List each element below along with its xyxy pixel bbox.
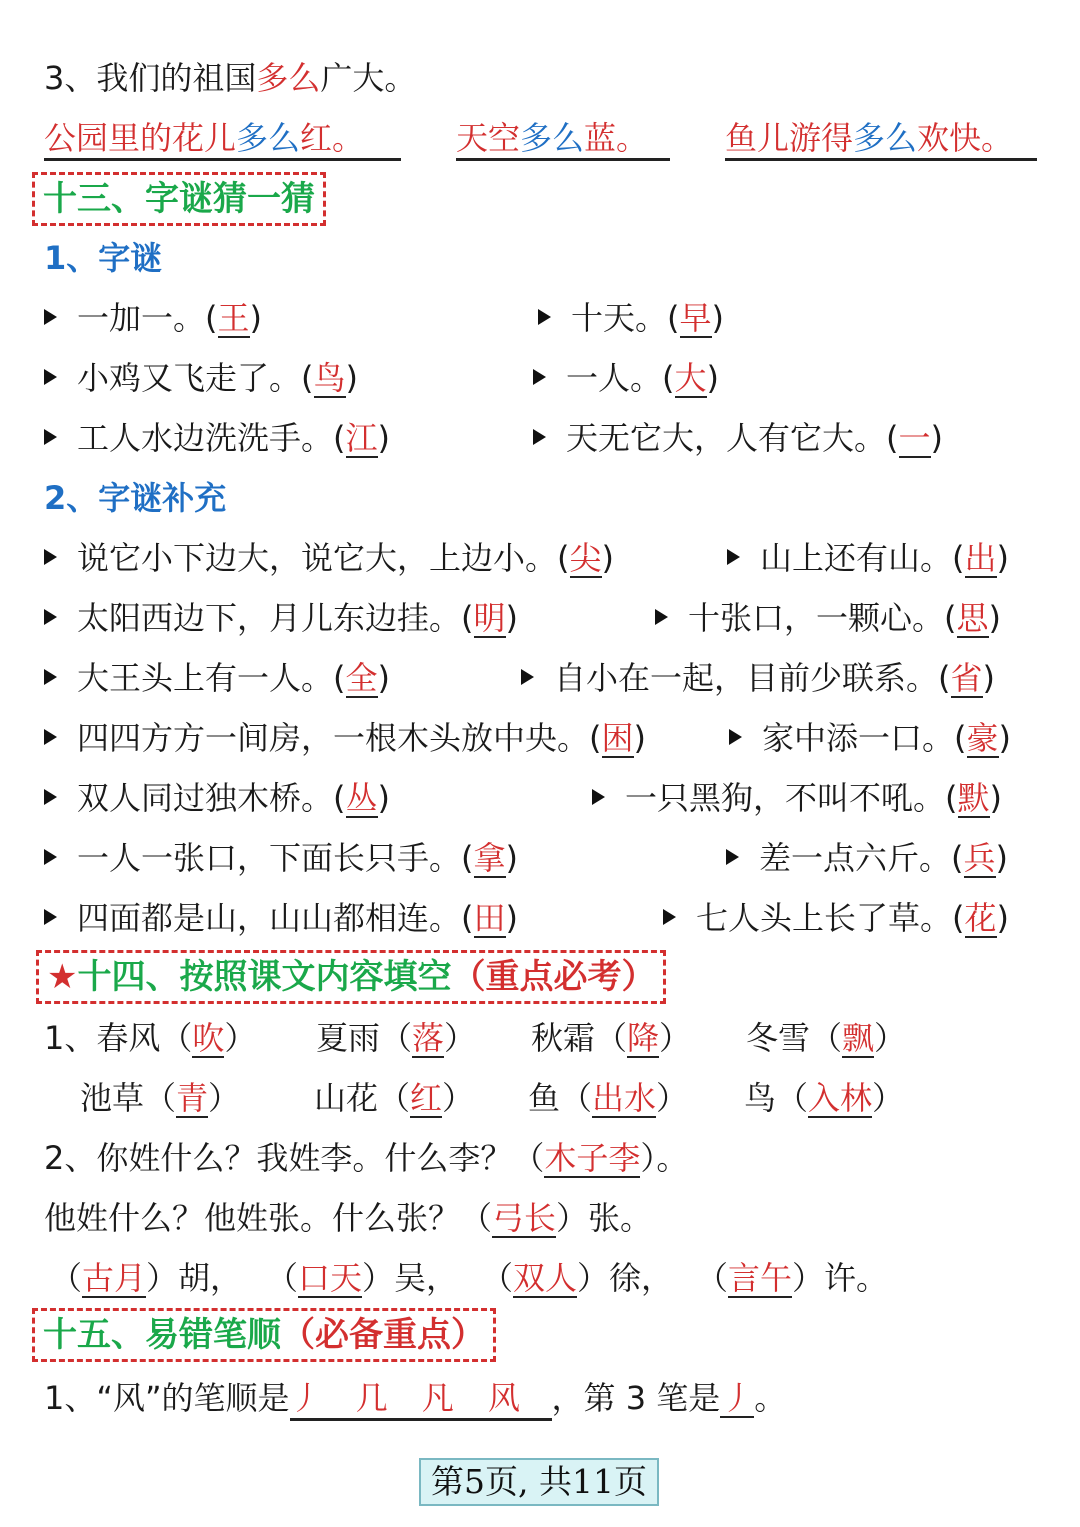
riddle-item: 一人。(大)	[533, 358, 719, 398]
bullet-triangle-icon	[44, 849, 57, 865]
riddle-item: 一加一。(王)	[44, 298, 262, 338]
bullet-triangle-icon	[44, 609, 57, 625]
riddle-item: 十张口，一颗心。(思)	[655, 598, 1001, 638]
surname-question-zhang: 他姓什么？他姓张。什么张？（弓长）张。	[44, 1199, 653, 1237]
riddle-item: 太阳西边下，月儿东边挂。(明)	[44, 598, 518, 638]
bullet-triangle-icon	[44, 669, 57, 685]
page-indicator: 第5页, 共11页	[419, 1458, 659, 1506]
riddle-item: 家中添一口。(豪)	[729, 718, 1011, 758]
riddle-item: 自小在一起，目前少联系。(省)	[521, 658, 995, 698]
star-icon: ★	[47, 957, 78, 997]
bullet-triangle-icon	[726, 849, 739, 865]
example-sentences	[44, 118, 401, 161]
fill-item: 1、春风（吹）	[44, 1019, 257, 1057]
subheading-riddles-extra: 2、字谜补充	[44, 479, 227, 517]
example-3: 鱼儿游得多么欢快。	[725, 118, 1037, 161]
bullet-triangle-icon	[44, 789, 57, 805]
bullet-triangle-icon	[592, 789, 605, 805]
riddle-item: 十天。(早)	[538, 298, 724, 338]
riddle-item: 天无它大，人有它大。(一)	[533, 418, 943, 458]
bullet-triangle-icon	[655, 609, 668, 625]
bullet-triangle-icon	[533, 429, 546, 445]
surname-item: （古月）胡，	[50, 1259, 243, 1297]
bullet-triangle-icon	[44, 549, 57, 565]
section-15-heading: 十五、易错笔顺（必备重点）	[32, 1308, 496, 1362]
bullet-triangle-icon	[533, 369, 546, 385]
stroke-order-question: 1、“风”的笔顺是丿 几 凡 风 ，第 3 笔是丿。	[44, 1378, 786, 1421]
riddle-item: 差一点六斤。(兵)	[726, 838, 1008, 878]
item3-line: 3、我们的祖国多么广大。	[44, 59, 417, 97]
riddle-item: 四四方方一间房，一根木头放中央。(困)	[44, 718, 646, 758]
surname-question-li: 2、你姓什么？我姓李。什么李？（木子李）。	[44, 1139, 689, 1177]
bullet-triangle-icon	[44, 429, 57, 445]
subheading-riddles: 1、字谜	[44, 239, 163, 277]
bullet-triangle-icon	[44, 909, 57, 925]
riddle-item: 一只黑狗，不叫不吼。(默)	[592, 778, 1002, 818]
stroke-order-answer: 丿 几 凡 风	[290, 1378, 552, 1421]
surname-item: （言午）许。	[696, 1259, 889, 1297]
riddle-item: 小鸡又飞走了。(鸟)	[44, 358, 358, 398]
section-14-heading: ★十四、按照课文内容填空（重点必考）	[36, 950, 666, 1004]
riddle-item: 一人一张口，下面长只手。(拿)	[44, 838, 518, 878]
bullet-triangle-icon	[538, 309, 551, 325]
riddle-item: 七人头上长了草。(花)	[663, 898, 1009, 938]
example-2: 天空多么蓝。	[456, 118, 670, 161]
bullet-triangle-icon	[729, 729, 742, 745]
bullet-triangle-icon	[44, 369, 57, 385]
fill-item: 夏雨（落）	[316, 1019, 477, 1057]
bullet-triangle-icon	[521, 669, 534, 685]
surname-item: （口天）吴，	[266, 1259, 459, 1297]
surname-item: （双人）徐，	[481, 1259, 674, 1297]
fill-item: 鱼（出水）	[528, 1079, 689, 1117]
riddle-item: 大王头上有一人。(全)	[44, 658, 390, 698]
riddle-item: 工人水边洗洗手。(江)	[44, 418, 390, 458]
fill-item: 冬雪（飘）	[746, 1019, 907, 1057]
bullet-triangle-icon	[727, 549, 740, 565]
riddle-item: 四面都是山，山山都相连。(田)	[44, 898, 518, 938]
section-13-heading: 十三、字谜猜一猜	[32, 172, 326, 226]
fill-item: 山花（红）	[314, 1079, 475, 1117]
bullet-triangle-icon	[663, 909, 676, 925]
riddle-item: 山上还有山。(出)	[727, 538, 1009, 578]
example-3-line	[725, 118, 1037, 161]
example-1: 公园里的花儿多么红。	[44, 118, 401, 161]
fill-item: 池草（青）	[80, 1079, 241, 1117]
example-2-line	[456, 118, 670, 161]
fill-item: 鸟（入林）	[744, 1079, 905, 1117]
bullet-triangle-icon	[44, 729, 57, 745]
bullet-triangle-icon	[44, 309, 57, 325]
fill-item: 秋霜（降）	[531, 1019, 692, 1057]
riddle-item: 双人同过独木桥。(丛)	[44, 778, 390, 818]
riddle-item: 说它小下边大，说它大，上边小。(尖)	[44, 538, 614, 578]
